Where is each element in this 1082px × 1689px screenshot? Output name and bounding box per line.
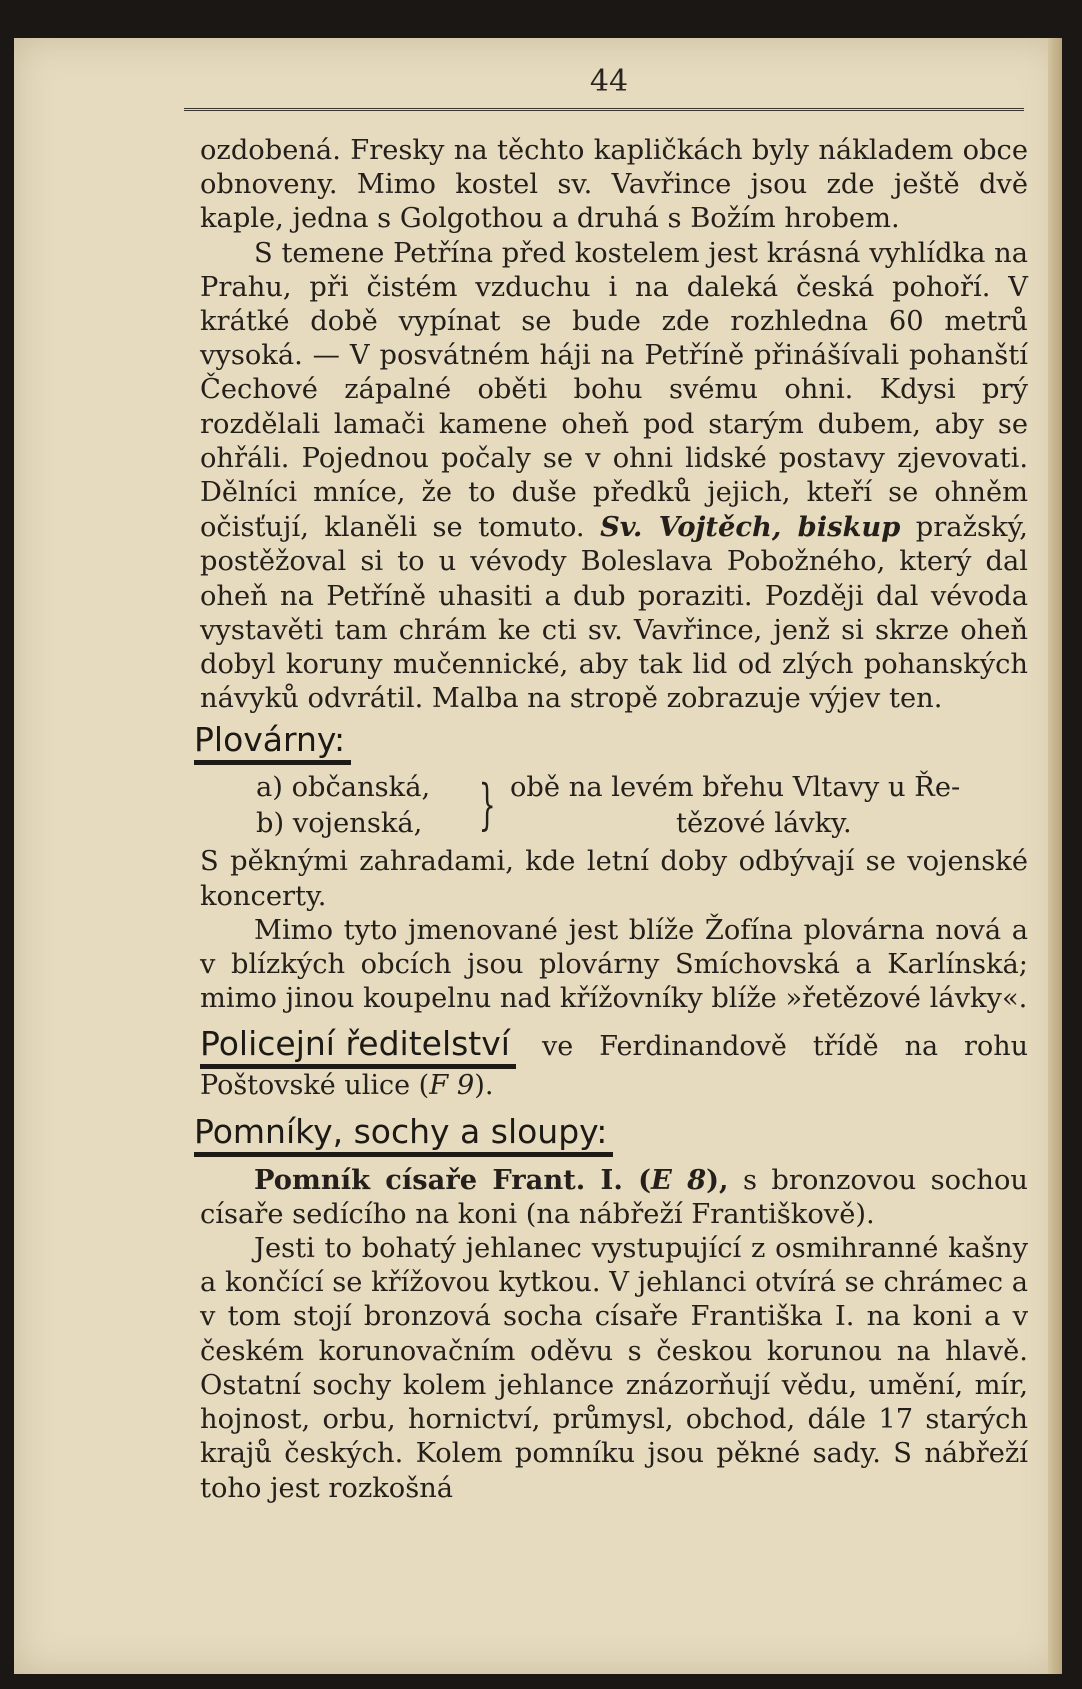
page-number: 44	[589, 64, 629, 99]
policie-text-end: ).	[474, 1070, 494, 1102]
plovarny-section	[194, 718, 1028, 765]
policie-heading: Policejní ředitelství	[200, 1024, 516, 1069]
paragraph-1: ozdobená. Fresky na těchto kapličkách byly nákladem obce obnoveny. Mimo kostel sv. Vavřince jsou zde ještě dvě kaple, jedna s Golgothou a druhá s Božím hrobem.	[200, 135, 1028, 235]
brace-symbol: }	[478, 773, 496, 837]
pomniky-paragraph-2: Jesti to bohatý jehlanec vystupující z osmihranné kašny a končící se křížovou kytkou. V jehlanci otvírá se chrámec a v tom stojí bronzová socha císaře Františka I. na koni a v českém korunovačním oděvu s českou korunou na hlavě. Ostatní sochy kolem jehlance znázorňují vědu, umění, mír, hojnost, orbu, hornictví, průmysl, obchod, dále 17 starých krajů českých. Kolem pomníku jsou pěkné sady. S nábřeží toho jest rozkošná	[200, 1233, 1028, 1504]
page-edge	[1048, 38, 1062, 1674]
pomniky-section	[194, 1110, 1028, 1157]
policie-paragraph	[200, 1022, 1028, 1103]
policie-text: ve Ferdinandově třídě na rohu Poštovské ulice (	[200, 1031, 1028, 1102]
pomniky-p1-text: s bronzovou sochou císaře sedícího na koni (na nábřeží Františkově).	[200, 1164, 1028, 1230]
page-content	[194, 134, 1028, 1506]
plovarny-desc-2: tězové lávky.	[676, 808, 852, 840]
paragraph-2-text: S temene Petřína před kostelem jest krásná vyhlídka na Prahu, při čistém vzduchu i na daleká česká pohoří. V krátké době vypínat se bude zde rozhledna 60 metrů vysoká. — V posvátném háji na Petříně přinášívali pohanští Čechové zápalné oběti bohu svému ohni. Kdysi prý rozdělali lamači kamene oheň pod starým dubem, aby se ohřáli. Pojednou počaly se v ohni lidské postavy zjevovati. Dělníci mníce, že to duše předků jejich, kteří se ohněm očisťují, klaněli se tomuto.	[200, 237, 1028, 544]
pomniky-p1-bold: Pomník císaře Frant. I. (	[254, 1163, 652, 1196]
header-rule	[184, 108, 1024, 111]
pomniky-p1-bold-end: ),	[706, 1163, 729, 1196]
pomniky-heading: Pomníky, sochy a sloupy:	[194, 1112, 613, 1157]
book-page	[14, 38, 1062, 1674]
paragraph-2-italic: Sv. Vojtěch, biskup	[600, 511, 901, 544]
plovarny-list	[256, 771, 1028, 845]
pomniky-p1-ref: E 8	[651, 1163, 707, 1196]
plovarny-text-2: Mimo tyto jmenované jest blíže Žofína plovárna nová a v blízkých obcích jsou plovárny Smíchovská a Karlínská; mimo jinou koupelnu nad křížovníky blíže »řetězové lávky«.	[200, 914, 1028, 1015]
pomniky-paragraph-1	[200, 1163, 1028, 1232]
plovarny-heading: Plovárny:	[194, 720, 351, 765]
plovarny-text-1: S pěknými zahradami, kde letní doby odbývají se vojenské koncerty.	[200, 846, 1028, 912]
plovarny-item-a: a) občanská,	[256, 772, 431, 804]
plovarny-item-b: b) vojenská,	[256, 808, 423, 840]
paragraph-2	[200, 237, 1028, 717]
plovarny-desc-1: obě na levém břehu Vltavy u Ře-	[510, 772, 961, 804]
page-header	[184, 64, 1024, 114]
policie-ref: F 9	[429, 1070, 475, 1102]
paragraph-2-rest: pražský, postěžoval si to u vévody Boleslava Pobožného, který dal oheň na Petříně uhasiti a dub poraziti. Později dal vévoda vystavěti tam chrám ke cti sv. Vavřince, jenž si skrze oheň dobyl koruny mučennické, aby tak lid od zlých pohanských návyků odvrátil. Malba na stropě zobrazuje výjev ten.	[200, 512, 1028, 715]
